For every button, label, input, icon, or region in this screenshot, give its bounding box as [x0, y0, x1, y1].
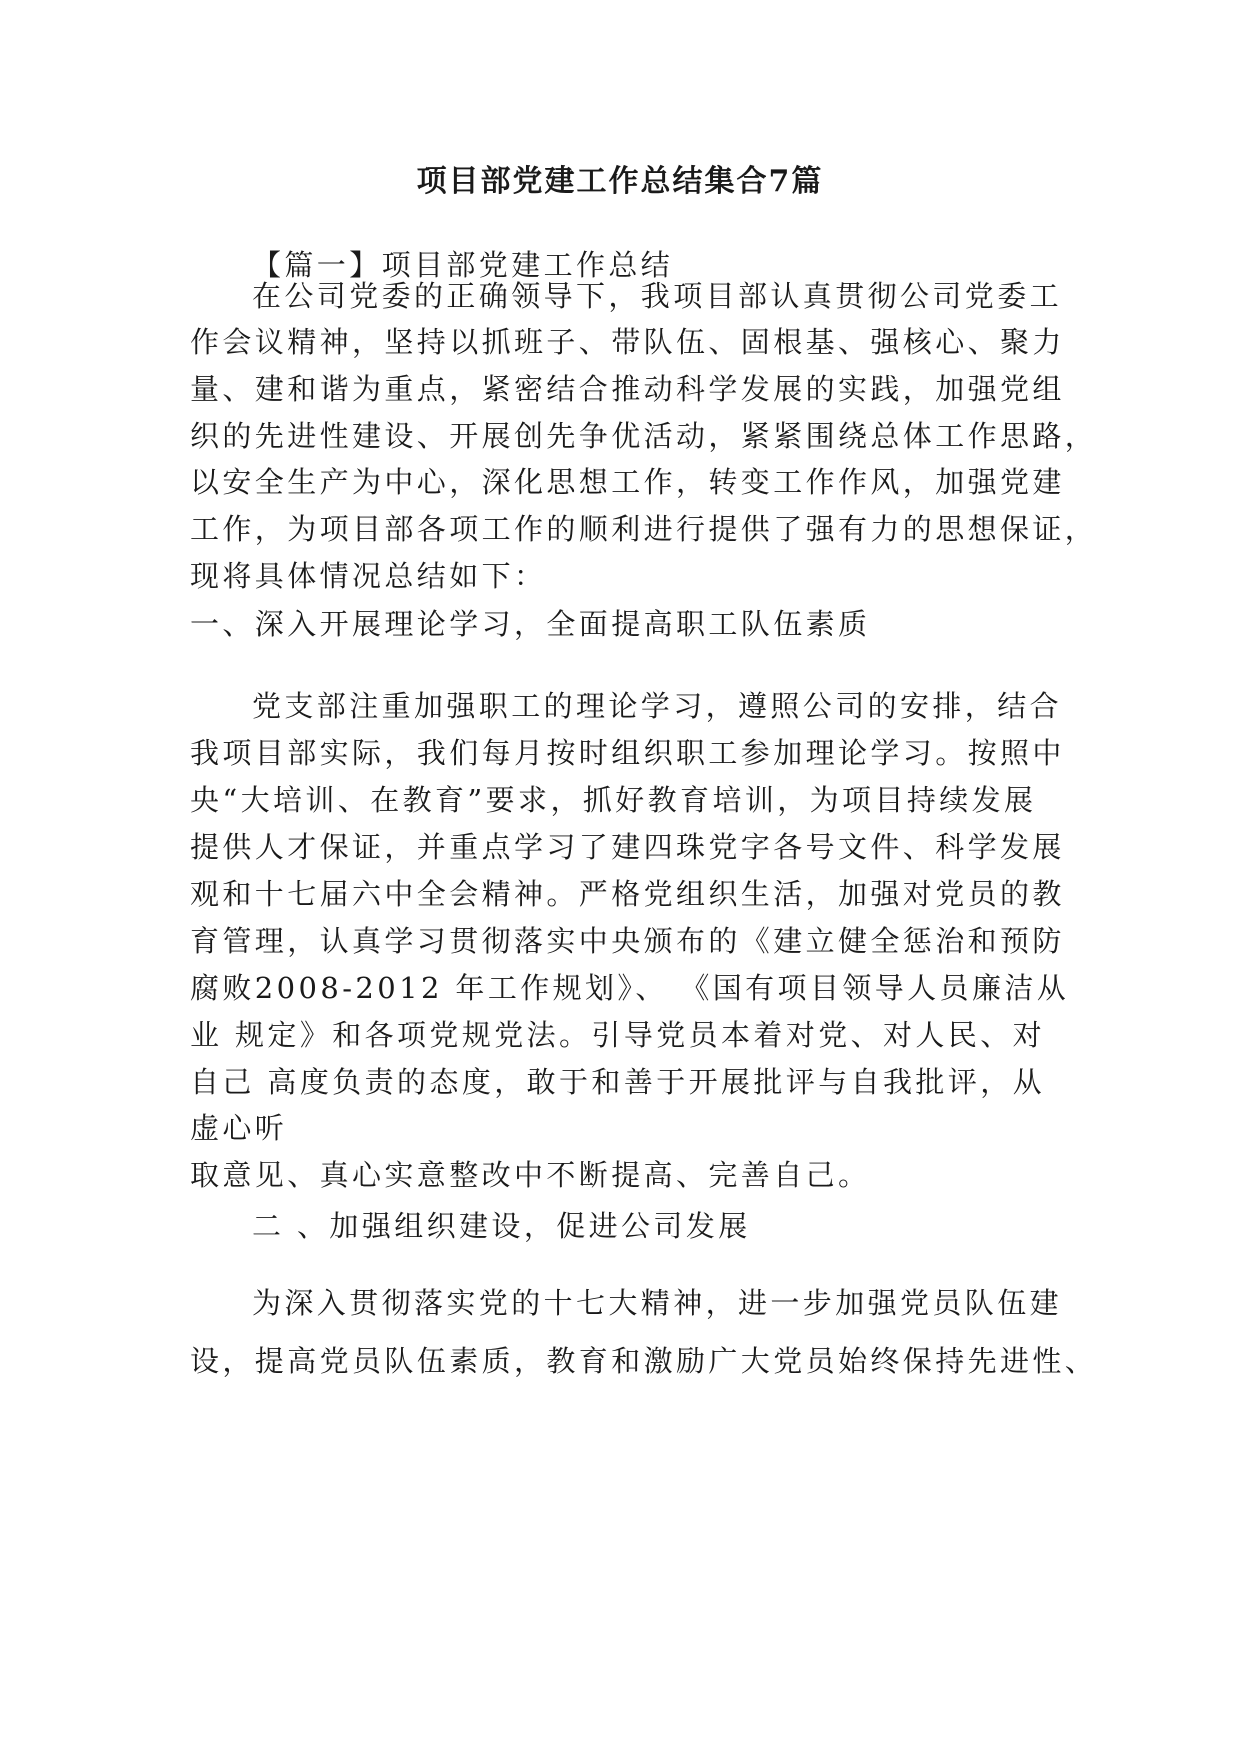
paragraph-line: 我项目部实际，我们每月按时组织职工参加理论学习。按照中	[190, 736, 1065, 770]
paragraph-line: 织的先进性建设、开展创先争优活动，紧紧围绕总体工作思路，	[190, 419, 1098, 453]
paragraph-line: 自己 高度负责的态度，敢于和善于开展批评与自我批评，从	[190, 1065, 1046, 1099]
paragraph-line: 业 规定》和各项党规党法。引导党员本着对党、对人民、对	[190, 1018, 1046, 1052]
paragraph-line: 以安全生产为中心，深化思想工作，转变工作作风，加强党建	[190, 465, 1065, 499]
section-heading: 二 、加强组织建设，促进公司发展	[252, 1209, 751, 1243]
section-heading: 党支部注重加强职工的理论学习，遵照公司的安排，结合	[252, 689, 1063, 723]
paragraph-line: 提供人才保证，并重点学习了建四珠党字各号文件、科学发展	[190, 830, 1065, 864]
paragraph-line: 设，提高党员队伍素质，教育和激励广大党员始终保持先进性、	[190, 1344, 1098, 1378]
paragraph-line: 腐败2008-2012 年工作规划》、 《国有项目领导人员廉洁从	[190, 971, 1070, 1005]
paragraph-line: 现将具体情况总结如下：	[190, 559, 547, 593]
paragraph-line: 育管理，认真学习贯彻落实中央颁布的《建立健全惩治和预防	[190, 924, 1065, 958]
paragraph-line: 虚心听	[190, 1111, 288, 1145]
paragraph-line: 一、深入开展理论学习，全面提高职工队伍素质	[190, 607, 871, 641]
paragraph-line: 央“大培训、在教育”要求，抓好教育培训，为项目持续发展	[190, 783, 1037, 817]
paragraph-line: 在公司党委的正确领导下，我项目部认真贯彻公司党委工	[252, 279, 1063, 313]
paragraph-line: 工作，为项目部各项工作的顺利进行提供了强有力的思想保证，	[190, 512, 1098, 546]
paragraph-line: 观和十七届六中全会精神。严格党组织生活，加强对党员的教	[190, 877, 1065, 911]
paragraph-line: 作会议精神，坚持以抓班子、带队伍、固根基、强核心、聚力	[190, 325, 1065, 359]
paragraph-line: 取意见、真心实意整改中不断提高、完善自己。	[190, 1158, 871, 1192]
section-heading: 【篇一】项目部党建工作总结	[252, 248, 674, 282]
document-title: 项目部党建工作总结集合7篇	[416, 164, 824, 199]
paragraph-line: 量、建和谐为重点，紧密结合推动科学发展的实践，加强党组	[190, 372, 1065, 406]
paragraph-line: 为深入贯彻落实党的十七大精神，进一步加强党员队伍建	[252, 1286, 1063, 1320]
